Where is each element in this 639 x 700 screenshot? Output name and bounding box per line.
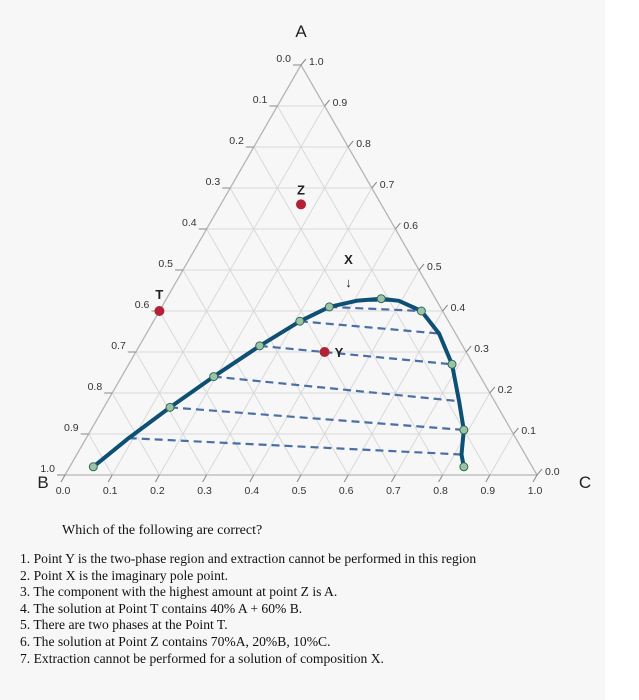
grid-line — [207, 188, 372, 475]
tick-mark — [533, 475, 537, 482]
tick-mark — [325, 100, 330, 106]
ab-tick-label: 0.2 — [229, 135, 244, 147]
grid-line — [136, 352, 207, 475]
ac-tick-label: 0.8 — [356, 138, 371, 150]
tick-marks — [40, 53, 559, 497]
curve-point-marker — [460, 463, 468, 471]
bc-tick-label: 0.4 — [244, 485, 260, 497]
ac-tick-label: 0.7 — [379, 179, 395, 191]
tie-line — [300, 321, 439, 333]
tick-mark — [344, 475, 348, 482]
curve-point-marker — [377, 295, 385, 303]
bc-tick-label: 0.9 — [480, 485, 496, 497]
point-y-label: Y — [334, 345, 344, 360]
ac-tick-label: 0.0 — [545, 466, 560, 478]
bc-tick-label: 0.3 — [197, 485, 212, 497]
tie-line — [260, 346, 452, 364]
tick-mark — [439, 475, 443, 482]
tick-mark — [372, 182, 377, 188]
point-markers — [154, 199, 329, 357]
bc-tick-label: 0.5 — [291, 485, 307, 497]
tick-mark — [203, 475, 207, 482]
grid-line — [183, 270, 301, 475]
curve-point-marker — [296, 317, 304, 325]
curve-point-marker — [460, 426, 468, 434]
ab-tick-label: 0.5 — [158, 258, 173, 270]
curve-point-marker — [325, 303, 333, 311]
ab-tick-label: 0.6 — [134, 299, 150, 311]
curve-point-marker — [256, 342, 264, 350]
question-text: Which of the following are correct? — [62, 523, 263, 538]
statement-item: 2. Point X is the imaginary pole point. — [20, 567, 229, 583]
ac-tick-label: 1.0 — [309, 56, 324, 68]
statement-item: 5. There are two phases at the Point T. — [20, 617, 228, 633]
curve-point-marker — [448, 360, 456, 368]
statement-list — [20, 551, 476, 667]
point-t-marker — [154, 306, 164, 316]
tick-mark — [61, 475, 65, 482]
labels — [37, 22, 591, 492]
tick-mark — [301, 59, 306, 65]
bc-tick-label: 0.1 — [102, 485, 118, 497]
ac-tick-label: 0.2 — [497, 384, 513, 396]
vertex-c-label: C — [578, 473, 592, 492]
tick-mark — [250, 475, 254, 482]
statement-item: 3. The component with the highest amount at point Z is A. — [20, 584, 338, 600]
ab-tick-label: 0.8 — [87, 381, 103, 393]
grid-line — [277, 106, 489, 475]
point-x-label: X — [344, 251, 353, 267]
point-z-marker — [296, 199, 306, 209]
point-y-marker — [320, 347, 330, 357]
ac-tick-label: 0.3 — [474, 343, 489, 355]
ac-tick-label: 0.4 — [450, 302, 466, 314]
tie-line — [329, 307, 421, 311]
down-arrow-icon: ↓ — [345, 274, 352, 290]
tick-mark — [108, 475, 112, 482]
curve-point-marker — [89, 463, 97, 471]
tick-mark — [466, 346, 471, 352]
statement-item: 7. Extraction cannot be performed for a solution of composition X. — [20, 650, 384, 666]
tick-mark — [537, 469, 542, 475]
tick-mark — [348, 141, 353, 147]
statement-item: 4. The solution at Point T contains 40% A + 60% B. — [20, 600, 303, 616]
tick-mark — [155, 475, 159, 482]
ac-tick-label: 0.1 — [521, 425, 537, 437]
statement-item: 6. The solution at Point Z contains 70%A, 20%B, 10%C. — [20, 633, 331, 649]
ab-tick-label: 0.1 — [252, 94, 268, 106]
tick-mark — [297, 475, 301, 482]
bc-tick-label: 0.8 — [433, 485, 448, 497]
grid-line — [230, 188, 395, 475]
ab-tick-label: 0.7 — [111, 340, 126, 352]
bc-tick-label: 0.0 — [55, 485, 71, 497]
bc-tick-label: 0.2 — [150, 485, 165, 497]
ac-tick-label: 0.6 — [403, 220, 419, 232]
curve-point-marker — [166, 403, 174, 411]
vertex-b-label: B — [37, 473, 49, 492]
tick-mark — [391, 475, 395, 482]
curve-point-marker — [417, 307, 425, 315]
ac-tick-label: 0.5 — [427, 261, 442, 273]
statement-item: 1. Point Y is the two-phase region and extraction cannot be performed in this region — [20, 551, 477, 566]
curve-point-marker — [210, 373, 218, 381]
ac-tick-label: 0.9 — [332, 97, 348, 109]
tie-line — [170, 407, 464, 430]
bc-tick-label: 1.0 — [527, 485, 543, 497]
grid-line — [112, 106, 324, 475]
bc-tick-label: 0.7 — [386, 485, 401, 497]
grid-line — [395, 352, 466, 475]
tick-mark — [486, 475, 490, 482]
ab-tick-label: 0.4 — [181, 217, 197, 229]
point-t-label: T — [155, 287, 164, 302]
tick-mark — [513, 428, 518, 434]
vertex-a-label: A — [295, 22, 307, 41]
point-z-label: Z — [297, 182, 305, 198]
ab-tick-label: 0.0 — [276, 53, 291, 65]
ab-tick-label: 0.9 — [63, 422, 79, 434]
grid-line — [490, 434, 514, 475]
ab-tick-label: 1.0 — [40, 463, 55, 475]
tick-mark — [395, 223, 400, 229]
tick-mark — [490, 387, 495, 393]
bc-tick-label: 0.6 — [338, 485, 354, 497]
tie-line — [214, 377, 459, 402]
ab-tick-label: 0.3 — [205, 176, 221, 188]
tick-mark — [443, 305, 448, 311]
tick-mark — [419, 264, 424, 270]
